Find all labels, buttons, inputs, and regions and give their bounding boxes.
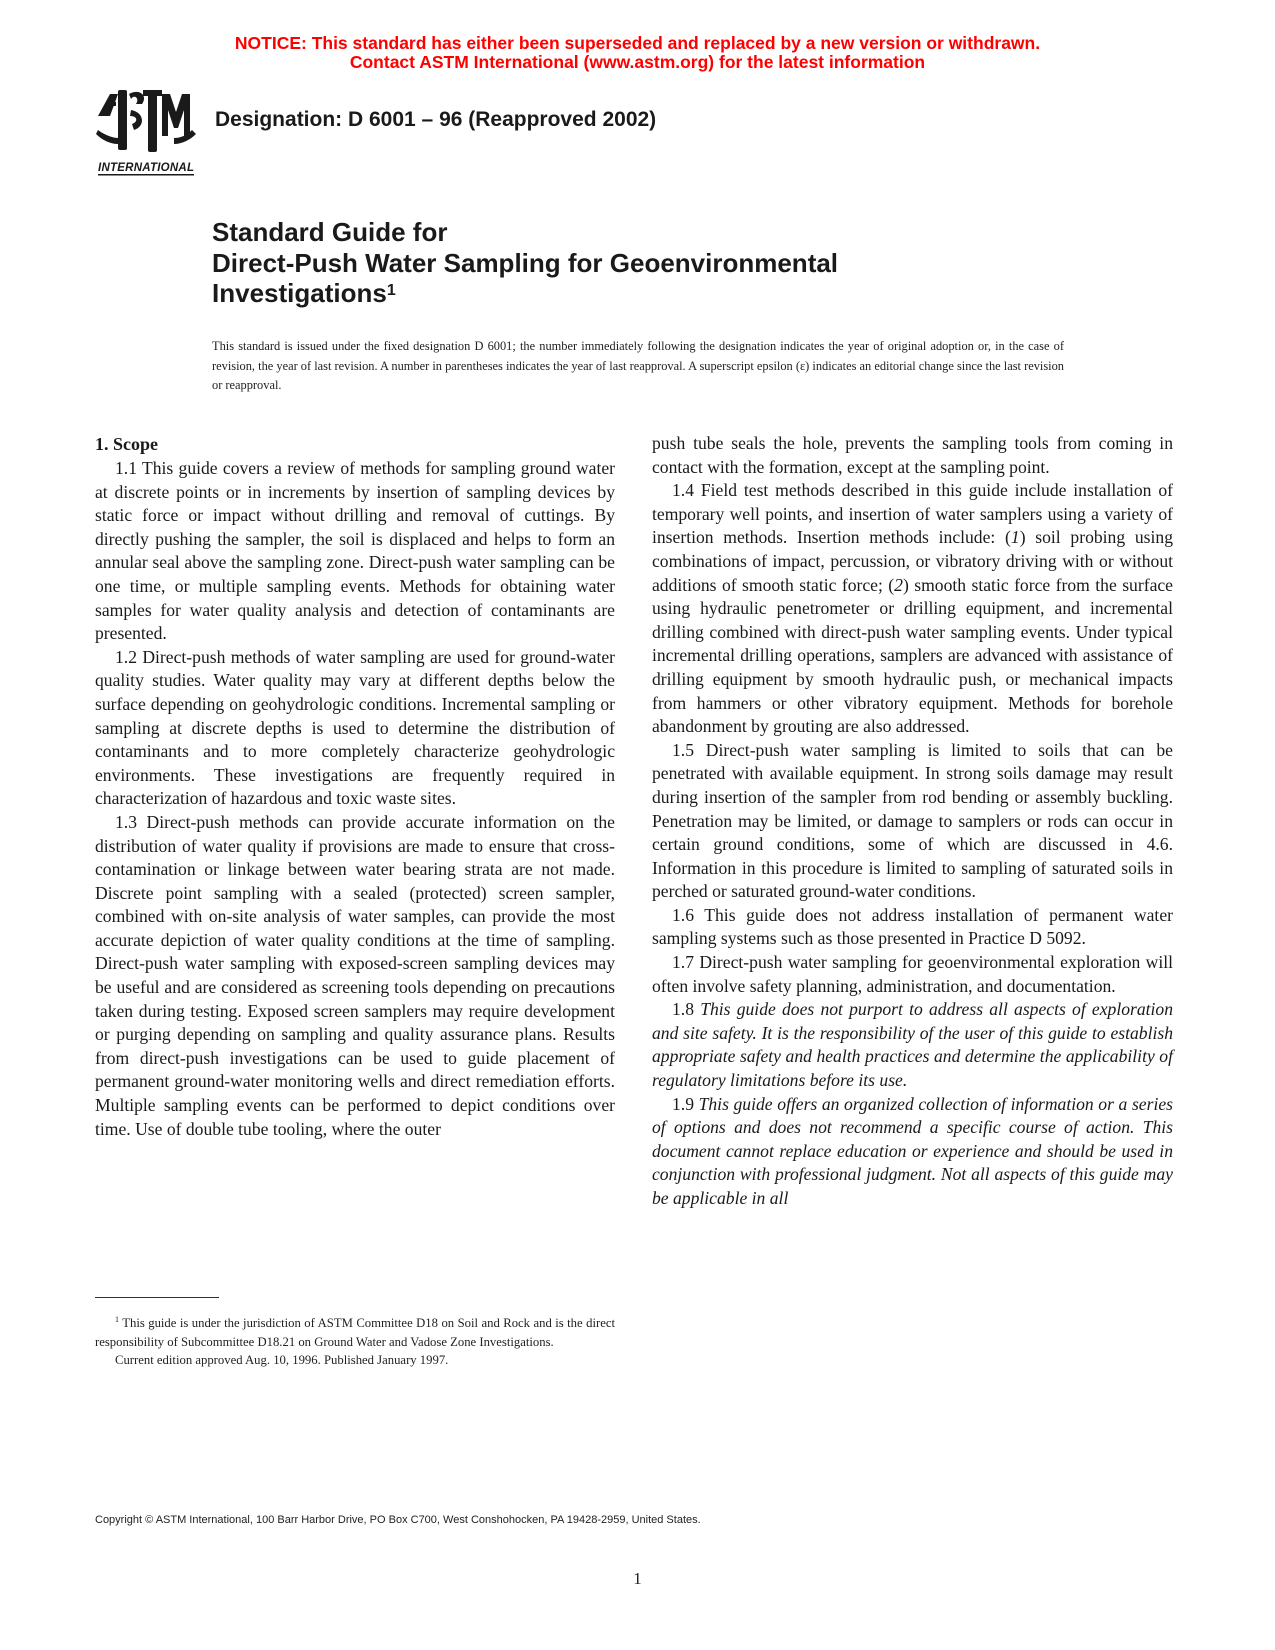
astm-logo	[96, 90, 196, 182]
right-column	[652, 432, 1173, 1211]
withdrawal-notice	[0, 34, 1275, 72]
paragraph-1-4-text-c: ) smooth static force from the surface using hydraulic penetrometer or drilling equipment, and incremental drilling combined with direct-push water sampling events. Under typical incremental drilling operations, samplers are advanced with assistance of drilling equipment by smooth hydraulic push, or mechanical impacts from hammers or other vibratory equipment. Methods for borehole abandonment by grouting are also addressed.	[652, 574, 1173, 737]
footnote-divider	[95, 1297, 219, 1298]
paragraph-1-4	[652, 479, 1173, 739]
notice-line-2: Contact ASTM International (www.astm.org) for the latest information	[349, 52, 926, 72]
designation: Designation: D 6001 – 96 (Reapproved 2002)	[215, 108, 657, 131]
paragraph-1-4-item-1: 1	[1010, 527, 1020, 548]
copyright-line: Copyright © ASTM International, 100 Barr Harbor Drive, PO Box C700, West Conshohocken, PA 19428-2959, United States.	[95, 1514, 701, 1526]
title-footnote-mark[interactable]: 1	[386, 282, 396, 299]
paragraph-1-9	[652, 1093, 1173, 1211]
document-title	[212, 217, 1012, 309]
title-line-3-text: Investigations	[212, 278, 387, 308]
paragraph-1-5: 1.5 Direct-push water sampling is limited to soils that can be penetrated with available equipment. In strong soils damage may result during insertion of the sampler from rod bending or assembly buckling. Penetration may be limited, or damage to samplers or rods can occur in certain ground conditions, some of which are discussed in 4.6. Information in this procedure is limited to sampling of saturated soils in perched or saturated ground-water conditions.	[652, 739, 1173, 902]
paragraph-1-9-text: This guide offers an organized collection of information or a series of options and does not recommend a specific course of action. This document cannot replace education or experience and should be used in conjunction with professional judgment. Not all aspects of this guide may be applicable in all	[652, 1093, 1173, 1208]
paragraph-1-6: 1.6 This guide does not address installation of permanent water sampling systems such as those presented in Practice D 5092.	[652, 904, 1173, 949]
logo-caption: INTERNATIONAL	[98, 162, 194, 174]
paragraph-1-3-part-a: 1.3 Direct-push methods can provide accurate information on the distribution of water quality if provisions are made to ensure that cross-contamination or linkage between water bearing strata are not made. Discrete point sampling with a sealed (protected) screen sampler, combined with on-site analysis of water samples, can provide the most accurate depiction of water quality conditions at the time of sampling. Direct-push water sampling with exposed-screen sampling devices may be useful and are considered as screening tools depending on precautions taken during testing. Exposed screen samplers may require development or purging depending on sampling and quality assurance plans. Results from direct-push investigations can be used to guide placement of permanent ground-water monitoring wells and direct remediation efforts. Multiple sampling events can be performed to depict conditions over time. Use of double tube tooling, where the outer	[95, 811, 615, 1139]
footnote-mark: 1	[115, 1315, 119, 1324]
paragraph-1-8-text: This guide does not purport to address all aspects of exploration and site safety. It is the responsibility of the user of this guide to establish appropriate safety and health practices and determine the applicability of regulatory limitations before its use.	[652, 999, 1174, 1091]
paragraph-1-2: 1.2 Direct-push methods of water sampling are used for ground-water quality studies. Water quality may vary at different depths below the surface depending on geohydrologic conditions. Incremental sampling or sampling at discrete depths is used to determine the distribution of contaminants and to more completely characterize geohydrologic environments. These investigations are frequently required in characterization of hazardous and toxic waste sites.	[95, 646, 615, 809]
footnote-edition: Current edition approved Aug. 10, 1996. Published January 1997.	[115, 1353, 449, 1368]
title-line-1: Standard Guide for	[212, 217, 448, 247]
left-column	[95, 432, 615, 1141]
footnote	[95, 1311, 615, 1370]
page-number: 1	[633, 1569, 642, 1588]
footnote-text: This guide is under the jurisdiction of ASTM Committee D18 on Soil and Rock and is the direct responsibility of Subcommittee D18.21 on Ground Water and Vadose Zone Investigations.	[95, 1316, 615, 1349]
title-line-3	[212, 278, 1012, 309]
paragraph-1-7: 1.7 Direct-push water sampling for geoenvironmental exploration will often involve safety planning, administration, and documentation.	[652, 952, 1173, 996]
issued-note: This standard is issued under the fixed designation D 6001; the number immediately following the designation indicates the year of original adoption or, in the case of revision, the year of last revision. A number in parentheses indicates the year of last reapproval. A superscript epsilon (ε) indicates an editorial change since the last revision or reapproval.	[212, 339, 1064, 392]
paragraph-1-9-number: 1.9	[672, 1093, 699, 1114]
title-line-2: Direct-Push Water Sampling for Geoenvironmental	[212, 247, 839, 278]
paragraph-1-1: 1.1 This guide covers a review of methods for sampling ground water at discrete points or in increments by insertion of sampling devices by static force or impact without drilling and removal of cuttings. By directly pushing the sampler, the soil is displaced and helps to form an annular seal above the sampling zone. Direct-push water sampling can be one time, or multiple sampling events. Methods for obtaining water samples for water quality analysis and detection of contaminants are presented.	[95, 458, 615, 644]
paragraph-1-4-item-2: 2	[894, 574, 903, 595]
notice-line-1: NOTICE: This standard has either been superseded and replaced by a new version or withdrawn.	[234, 33, 1041, 53]
paragraph-1-4-text-a: 1.4 Field test methods described in this guide include installation of temporary well points, and insertion of water samplers using a variety of insertion methods. Insertion methods include: (	[652, 480, 1173, 548]
footnote-1	[95, 1311, 615, 1351]
section-heading-scope: 1. Scope	[95, 434, 158, 454]
paragraph-1-3-part-b: push tube seals the hole, prevents the sampling tools from coming in contact with the formation, except at the sampling point.	[652, 433, 1173, 477]
paragraph-1-8-number: 1.8	[672, 999, 701, 1020]
paragraph-1-8	[652, 998, 1173, 1092]
paragraph-1-4-text-b: ) soil probing using combinations of impact, percussion, or vibratory driving with or without additions of smooth static force; (	[652, 527, 1173, 595]
